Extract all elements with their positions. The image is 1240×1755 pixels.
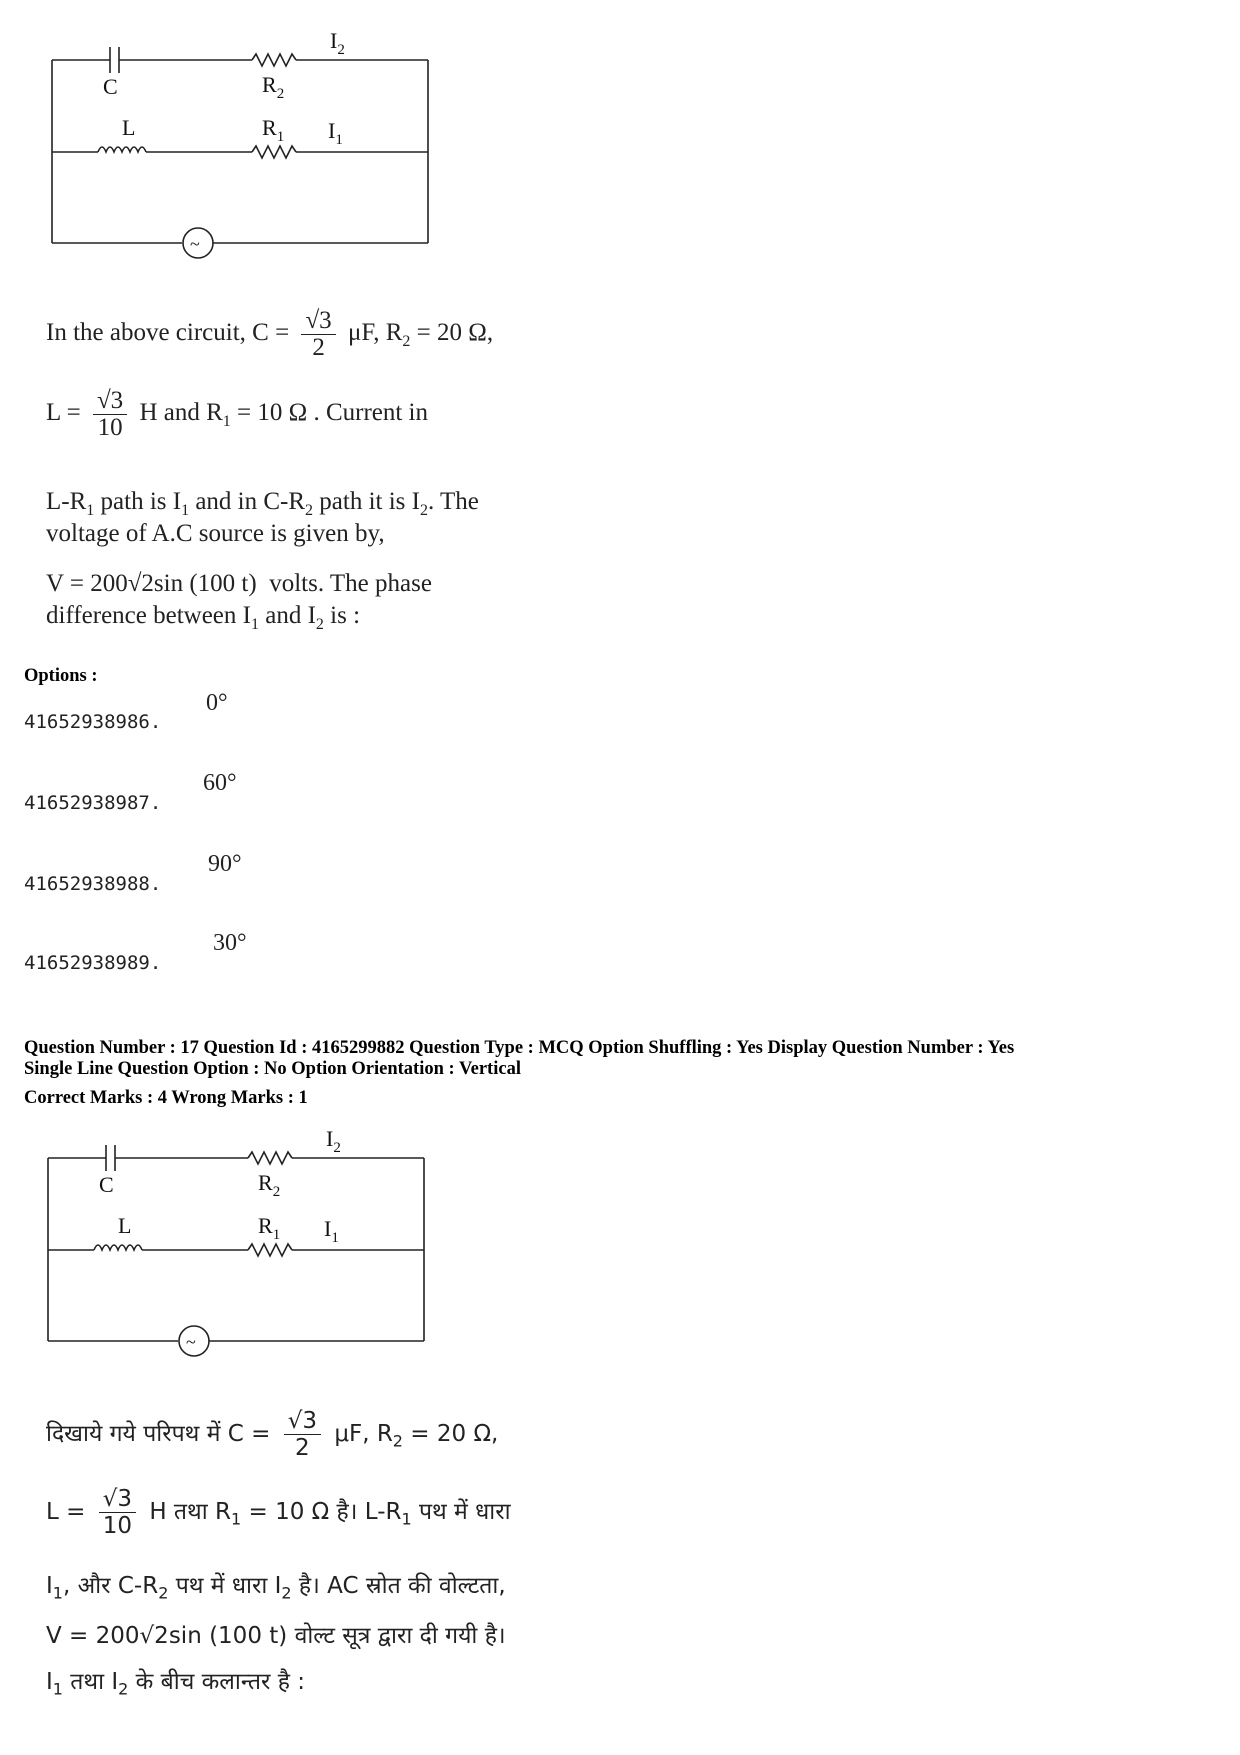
inductor-label: L — [118, 1213, 132, 1238]
q1-line-2: L = $\frac{√3}{10}$ H and $R_1 = 10$ Ω . Current in — [46, 387, 429, 441]
i2-label: $I_2$ — [326, 1126, 341, 1156]
q2-line-3: $I_1$, और $C-R_2$ पथ में धारा $I_2$ है। AC स्रोत की वोल्टता, — [46, 1573, 506, 1603]
q1-line-3: $L-R_1$ path is $I_1$ and in $C-R_2$ path it is $I_2$. The — [46, 488, 479, 519]
option-value-4[interactable]: 30° — [213, 930, 247, 956]
i2-label: $I_2$ — [330, 28, 345, 58]
r1-label: $R_1$ — [258, 1213, 281, 1243]
options-label: Options : — [24, 666, 98, 686]
inductor-label: L — [122, 115, 136, 140]
question-2-text — [46, 1400, 566, 1740]
option-value-1[interactable]: 0° — [206, 690, 228, 716]
capacitor-label: C — [103, 74, 118, 99]
question-meta-line-2: Single Line Question Option : No Option Orientation : Vertical — [24, 1059, 521, 1079]
option-value-2[interactable]: 60° — [203, 770, 237, 796]
r2-label: $R_2$ — [262, 72, 285, 102]
q2-line-4: V = 200√2sin (100 t) वोल्ट सूत्र द्वारा दी गयी है। — [46, 1623, 506, 1649]
i1-label: $I_1$ — [328, 118, 343, 148]
q2-line-2: L = $\frac{√3}{10}$ H तथा $R_1 = 10$ Ω है। $L-R_1$ पथ में धारा — [46, 1486, 511, 1539]
q1-line-5: V = 200√2sin (100 t) volts. The phase — [46, 570, 432, 597]
ac-source-symbol: ~ — [190, 234, 200, 254]
r2-label: $R_2$ — [258, 1170, 281, 1200]
ac-source-symbol: ~ — [186, 1332, 196, 1352]
option-id-2: 41652938987. — [24, 792, 162, 814]
question-meta-line-1: Question Number : 17 Question Id : 4165299882 Question Type : MCQ Option Shuffling : Yes Display Question Number : Yes — [24, 1038, 1015, 1058]
q1-line-4: voltage of A.C source is given by, — [46, 520, 385, 547]
resistor-r2 — [252, 54, 296, 66]
inductor-l — [98, 147, 146, 152]
option-id-3: 41652938988. — [24, 873, 162, 895]
q2-line-1: दिखाये गये परिपथ में C = $\frac{√3}{2}$ μF, $R_2 = 20$ Ω, — [46, 1408, 499, 1461]
circuit-diagram-1 — [30, 20, 450, 290]
option-id-4: 41652938989. — [24, 952, 162, 974]
q1-line-6: difference between $I_1$ and $I_2$ is : — [46, 602, 361, 633]
q1-line-1: In the above circuit, C = $\frac{√3}{2}$ μF, $R_2 = 20$ Ω, — [46, 307, 494, 361]
q2-line-5: $I_1$ तथा $I_2$ के बीच कलान्तर है : — [46, 1669, 306, 1699]
option-id-1: 41652938986. — [24, 711, 162, 733]
question-1-text — [46, 300, 566, 640]
option-value-3[interactable]: 90° — [208, 851, 242, 877]
question-marks: Correct Marks : 4 Wrong Marks : 1 — [24, 1088, 308, 1108]
r1-label: $R_1$ — [262, 115, 285, 145]
resistor-r1 — [252, 146, 296, 158]
circuit-diagram-2 — [26, 1118, 446, 1388]
capacitor-label: C — [99, 1172, 114, 1197]
i1-label: $I_1$ — [324, 1216, 339, 1246]
